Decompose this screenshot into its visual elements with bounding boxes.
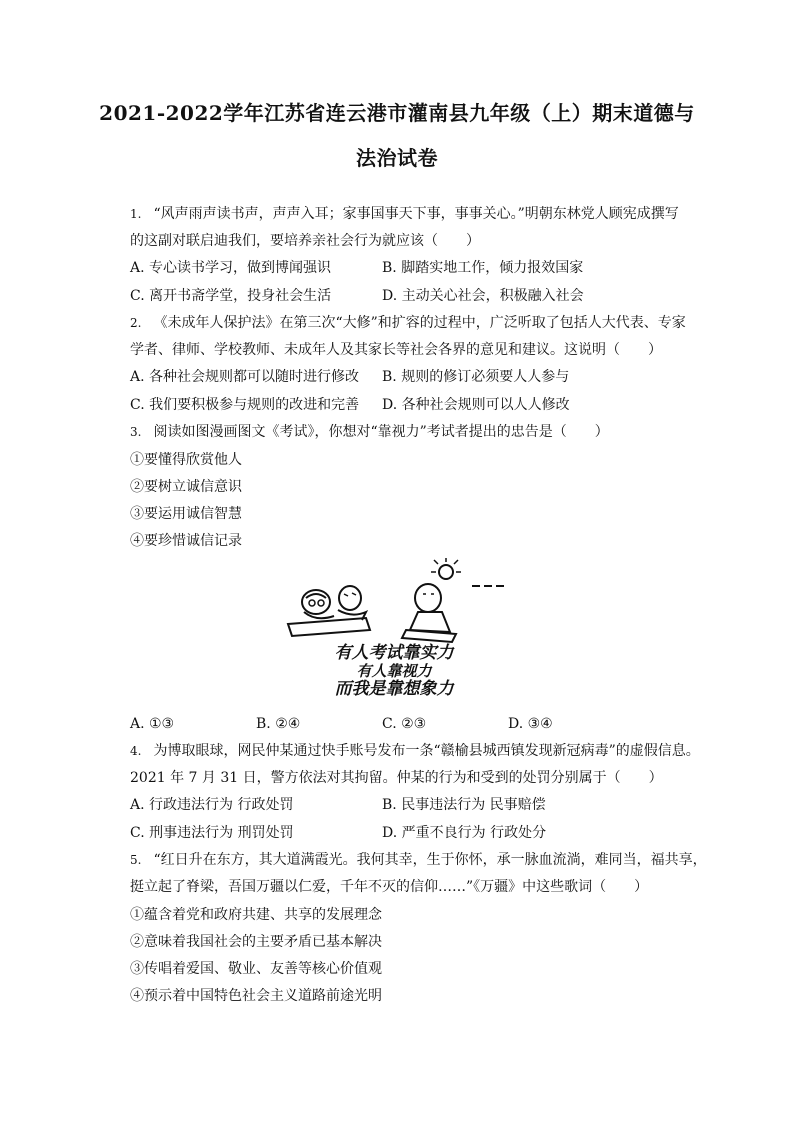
question-4-option-a[interactable]: A. 行政违法行为 行政处罚 [130,797,294,813]
question-2-stem-line-1: 2. 《未成年人保护法》在第三次“大修”和扩容的过程中，广泛听取了包括人大代表、专家 [130,315,686,331]
question-4-option-c[interactable]: C. 刑事违法行为 刑罚处罚 [130,825,294,841]
question-1-stem-line-1: 1. “风声雨声读书声，声声入耳；家事国事天下事，事事关心。”明朝东林党人顾宪成撰写 [130,206,679,222]
question-2-stem-line-2: 学者、律师、学校教师、未成年人及其家长等社会各界的意见和建议。这说明（ ） [130,342,662,358]
question-2-option-c[interactable]: C. 我们要积极参与规则的改进和完善 [130,397,360,413]
question-3-option-c[interactable]: C. ②③ [382,716,427,732]
question-number: 1. [130,207,142,221]
question-3-stem-line-1: 3. 阅读如图漫画图文《考试》，你想对“靠视力”考试者提出的忠告是（ ） [130,424,609,440]
question-3-option-b[interactable]: B. ②④ [256,716,301,732]
question-number: 3. [130,425,142,439]
question-1-option-d[interactable]: D. 主动关心社会，积极融入社会 [382,288,584,304]
question-3-option-d[interactable]: D. ③④ [508,716,553,732]
question-1-option-a[interactable]: A. 专心读书学习，做到博闻强识 [130,260,332,276]
question-1-stem-line-2: 的这副对联启迪我们，要培养亲社会行为就应该（ ） [130,233,480,249]
question-5-item-2: ②意味着我国社会的主要矛盾已基本解决 [130,934,382,950]
question-3-item-2: ②要树立诚信意识 [130,479,242,495]
question-number: 4. [130,744,142,758]
question-5-item-3: ③传唱着爱国、敬业、友善等核心价值观 [130,961,382,977]
question-5-item-1: ①蕴含着党和政府共建、共享的发展理念 [130,907,382,923]
question-2-option-a[interactable]: A. 各种社会规则都可以随时进行修改 [130,369,360,385]
question-5-item-4: ④预示着中国特色社会主义道路前途光明 [130,988,382,1004]
question-3-item-4: ④要珍惜诚信记录 [130,533,242,549]
question-1-option-b[interactable]: B. 脚踏实地工作，倾力报效国家 [382,260,584,276]
question-5-stem-line-2: 挺立起了脊梁，吾国万疆以仁爱，千年不灭的信仰……”《万疆》中这些歌词（ ） [130,879,649,895]
question-3-option-a[interactable]: A. ①③ [130,716,175,732]
exam-cartoon-image [278,558,510,698]
exam-title-line-1: 2021-2022学年江苏省连云港市灌南县九年级（上）期末道德与 [99,101,695,125]
question-2-option-b[interactable]: B. 规则的修订必须要人人参与 [382,369,570,385]
question-4-option-d[interactable]: D. 严重不良行为 行政处分 [382,825,547,841]
question-4-stem-line-2: 2021 年 7 月 31 日，警方依法对其拘留。仲某的行为和受到的处罚分别属于（ ） [130,770,663,786]
question-number: 5. [130,853,142,867]
question-4-stem-line-1: 4. 为博取眼球，网民仲某通过快手账号发布一条“赣榆县城西镇发现新冠病毒”的虚假信息。 [130,743,700,759]
cartoon-caption-line-3: 而我是靠想象力 [334,679,454,698]
question-4-option-b[interactable]: B. 民事违法行为 民事赔偿 [382,797,546,813]
question-3-item-3: ③要运用诚信智慧 [130,506,242,522]
cartoon-caption-line-1: 有人考试靠实力 [334,643,454,663]
question-1-option-c[interactable]: C. 离开书斋学堂，投身社会生活 [130,288,332,304]
question-number: 2. [130,316,142,330]
exam-title-line-2: 法治试卷 [356,146,438,170]
question-5-stem-line-1: 5. “红日升在东方，其大道满霞光。我何其幸，生于你怀，承一脉血流淌，难同当，福共享， [130,852,707,868]
question-3-item-1: ①要懂得欣赏他人 [130,452,242,468]
cartoon-caption-line-2: 有人靠视力 [356,662,432,680]
question-2-option-d[interactable]: D. 各种社会规则可以人人修改 [382,397,570,413]
